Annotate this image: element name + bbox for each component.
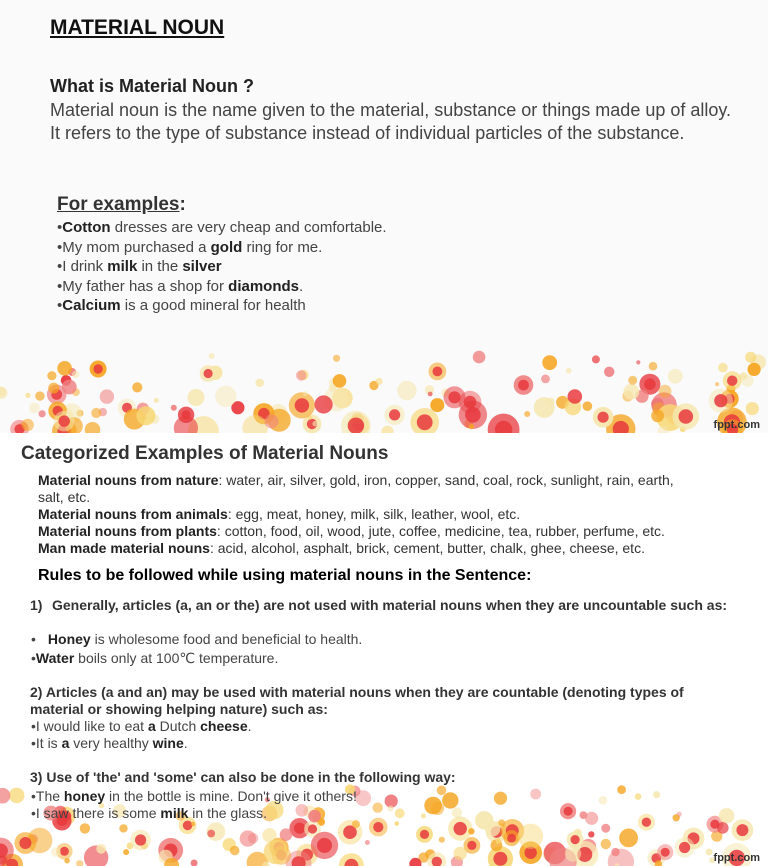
decorative-dot	[530, 789, 541, 800]
example-text: boils only at 100℃ temperature.	[74, 650, 279, 666]
decorative-dot	[592, 355, 600, 363]
decorative-dot	[373, 822, 383, 832]
decorative-dot	[80, 823, 90, 833]
decorative-dot	[154, 398, 159, 403]
category-item	[38, 506, 678, 523]
decorative-dot	[64, 858, 70, 864]
rule-1-heading	[30, 597, 730, 614]
example-bold: cheese	[200, 718, 248, 734]
decorative-dot	[604, 367, 614, 377]
slide-title: MATERIAL NOUN	[50, 16, 225, 39]
categories-heading: Categorized Examples of Material Nouns	[21, 443, 389, 464]
slide-2	[0, 433, 768, 866]
decorative-dot	[204, 369, 213, 378]
decorative-dot	[564, 807, 573, 816]
decorative-dot	[496, 838, 501, 843]
decorative-dot	[454, 822, 467, 835]
decorative-dot	[191, 860, 198, 866]
example-text: .	[299, 277, 304, 295]
decorative-dot	[659, 385, 672, 398]
example-text: •I drink	[57, 258, 108, 275]
decorative-dot	[719, 808, 734, 823]
example-item	[57, 218, 387, 238]
decorative-dot	[494, 792, 507, 805]
decorative-dot	[35, 391, 44, 400]
decorative-dot	[428, 392, 433, 397]
decorative-dot	[541, 375, 550, 384]
decorative-dot	[706, 849, 713, 856]
example-item	[57, 277, 387, 297]
decorative-dot	[9, 788, 25, 804]
decorative-dot	[452, 807, 462, 817]
decorative-dot	[421, 813, 426, 818]
rule-2-example-2	[31, 735, 188, 752]
decorative-dot	[132, 382, 142, 392]
example-bold: honey	[63, 788, 106, 804]
decorative-dot	[601, 824, 610, 833]
decorative-dot	[431, 802, 444, 815]
decorative-dot	[188, 389, 205, 406]
example-bold: Cotton	[62, 219, 111, 236]
decorative-dot	[123, 849, 129, 855]
rule-2-heading: 2) Articles (a and an) may be used with material nouns when they are countable (denoting types of material or showing helping nature) such as:	[30, 684, 684, 717]
category-text: : water, air, silver, gold, iron, copper, sand, coal, rock, sunlight, rain, earth, salt, etc.	[38, 472, 674, 505]
decorative-dot	[47, 371, 56, 380]
example-bold: a	[61, 735, 70, 751]
decorative-dot	[183, 821, 193, 831]
decorative-dot	[312, 421, 318, 427]
category-label: Material nouns from plants	[38, 523, 217, 539]
watermark: fppt.com	[713, 852, 760, 864]
category-label: Man made material nouns	[38, 540, 210, 556]
decorative-dot	[376, 378, 383, 385]
decorative-dot	[714, 394, 727, 407]
decorative-dot	[29, 403, 40, 414]
decorative-dot	[679, 409, 694, 424]
decorative-dot	[651, 409, 664, 422]
decorative-dot	[542, 355, 557, 370]
examples-heading-colon: :	[179, 194, 186, 215]
example-bold: diamonds	[228, 277, 300, 295]
decorative-dot	[191, 822, 195, 826]
decorative-dot	[207, 830, 215, 838]
rule-1-text: Generally, articles (a, an or the) are not used with material nouns when they are uncountable such as:	[52, 597, 728, 613]
example-bold: silver	[182, 258, 222, 275]
examples-heading	[57, 194, 186, 216]
decorative-dot	[91, 408, 101, 418]
category-label: Material nouns from animals	[38, 506, 228, 522]
decorative-dot	[718, 363, 728, 373]
decorative-dot	[448, 391, 460, 403]
rule-1-example-1	[31, 631, 362, 648]
example-text: •I would like to eat	[31, 718, 148, 734]
decorative-dot	[601, 839, 611, 849]
example-text: in the bottle is mine. Don't give it others!	[105, 788, 357, 804]
rule-1-number: 1)	[30, 597, 43, 613]
definition-text: Material noun is the name given to the material, substance or things made up of alloy. It refers to the type of substance instead of individual particles of the substance.	[50, 100, 732, 143]
rule-3-example-1	[31, 788, 357, 805]
decorative-dot	[741, 374, 753, 386]
decorative-dot	[635, 793, 642, 800]
decorative-dot	[433, 367, 443, 377]
example-bold: Calcium	[62, 297, 121, 314]
definition-question: What is Material Noun ?	[50, 76, 255, 96]
category-text: : cotton, food, oil, wood, jute, coffee, medicine, tea, rubber, perfume, etc.	[216, 523, 665, 539]
decorative-dot	[469, 424, 474, 429]
decorative-dot	[748, 363, 761, 376]
rule-1-example-2	[31, 650, 278, 667]
example-text: •	[57, 297, 63, 314]
example-text: is a good mineral for health	[120, 297, 306, 314]
decorative-dot	[580, 811, 588, 819]
bullet: •	[31, 650, 36, 666]
examples-list	[57, 218, 387, 316]
decorative-dot	[653, 791, 660, 798]
examples-heading-text: For examples	[57, 194, 180, 215]
rules-heading: Rules to be followed while using material nouns in the Sentence:	[38, 567, 532, 584]
example-text: •I saw there is some	[31, 805, 161, 821]
decorative-dot	[72, 371, 79, 378]
decorative-dot	[485, 821, 500, 836]
category-item	[38, 472, 678, 506]
decorative-dot	[507, 834, 516, 843]
rule-3-heading: 3) Use of 'the' and 'some' can also be done in the following way:	[30, 769, 456, 785]
decorative-dot	[373, 803, 383, 813]
decorative-dot	[642, 818, 651, 827]
decorative-dot	[215, 386, 236, 407]
decorative-dot	[473, 351, 486, 364]
decorative-dot	[583, 401, 593, 411]
decorative-dot	[280, 828, 293, 841]
example-text: ring for me.	[242, 238, 323, 256]
decorative-dot	[395, 808, 405, 818]
decorative-dot	[355, 790, 371, 806]
category-text: : egg, meat, honey, milk, silk, leather, wool, etc.	[227, 506, 521, 522]
decorative-dot	[430, 398, 444, 412]
decorative-dot	[19, 837, 31, 849]
decorative-dot	[317, 838, 332, 853]
decorative-dot	[93, 364, 102, 373]
category-text: : acid, alcohol, asphalt, brick, cement, butter, chalk, ghee, cheese, etc.	[209, 540, 645, 556]
example-item	[57, 257, 387, 277]
decorative-dot	[661, 848, 670, 857]
decorative-dot	[39, 410, 46, 417]
category-item	[38, 540, 678, 557]
decorative-dot	[397, 381, 416, 400]
decorative-dot	[598, 412, 609, 423]
decorative-dot	[566, 368, 572, 374]
decorative-dot	[135, 834, 146, 845]
decorative-dot	[209, 353, 215, 359]
decorative-dot	[571, 835, 580, 844]
decorative-dot	[649, 362, 658, 371]
decorative-dot	[294, 823, 305, 834]
decorative-dot	[308, 810, 321, 823]
example-bold: gold	[210, 238, 243, 256]
decorative-dot	[745, 352, 756, 363]
decorative-dot	[524, 411, 530, 417]
decorative-dot	[174, 416, 198, 433]
decorative-dot	[624, 384, 640, 400]
decorative-dot	[296, 370, 306, 380]
example-bold: Honey	[47, 631, 91, 647]
example-text: .	[247, 718, 252, 734]
example-item	[57, 238, 387, 258]
category-label: Material nouns from nature	[38, 472, 219, 488]
decorative-dot	[388, 806, 394, 812]
example-text: Dutch	[155, 718, 201, 734]
decorative-dot	[565, 846, 581, 862]
decorative-dot	[546, 398, 554, 406]
decorative-dot	[420, 830, 429, 839]
example-text: •My father has a shop for	[57, 277, 229, 295]
decorative-dot	[315, 395, 333, 413]
decorative-dot	[265, 414, 279, 428]
example-text: •The	[31, 788, 64, 804]
decorative-dot	[230, 846, 240, 856]
rule-3-example-2	[31, 805, 267, 822]
decorative-dot	[51, 847, 61, 857]
decorative-dot	[58, 415, 69, 426]
decorative-dot	[48, 383, 59, 394]
example-bold: wine	[152, 735, 184, 751]
decorative-dot	[644, 378, 656, 390]
decorative-dot	[365, 840, 370, 845]
decorative-dot	[568, 389, 583, 404]
decorative-dot	[628, 376, 637, 385]
example-item	[57, 296, 387, 316]
decorative-dot	[100, 389, 114, 403]
example-bold: milk	[160, 805, 189, 821]
decorative-dot	[467, 841, 476, 850]
decorative-dot	[248, 833, 258, 843]
decorative-dot	[352, 820, 360, 828]
decorative-dot	[679, 842, 690, 853]
decorative-dot	[171, 405, 177, 411]
example-text: very healthy	[69, 735, 153, 751]
example-bold: milk	[107, 258, 138, 275]
decorative-dot	[295, 398, 309, 412]
decorative-dots-border	[0, 340, 768, 433]
decorative-dot	[717, 822, 729, 834]
decorative-dot	[468, 828, 474, 834]
decorative-dot	[389, 409, 400, 420]
decorative-dot	[57, 361, 72, 376]
decorative-dot	[303, 391, 308, 396]
decorative-dot	[465, 407, 481, 423]
decorative-dot	[308, 824, 317, 833]
example-bold: a	[147, 718, 156, 734]
decorative-dot	[22, 419, 34, 431]
decorative-dot	[454, 847, 467, 860]
decorative-dot	[264, 840, 288, 864]
decorative-dot	[0, 788, 10, 804]
decorative-dot	[417, 414, 433, 430]
category-item	[38, 523, 678, 540]
decorative-dot	[746, 402, 759, 415]
example-text: .	[183, 735, 188, 751]
decorative-dot	[442, 792, 458, 808]
decorative-dot	[437, 786, 447, 796]
example-text: in the glass.	[188, 805, 268, 821]
decorative-dot	[60, 847, 69, 856]
example-text: •My mom purchased a	[57, 238, 211, 256]
decorative-dot	[668, 369, 683, 384]
example-text: in the	[137, 258, 183, 275]
decorative-dot	[256, 379, 264, 387]
decorative-dot	[498, 819, 505, 826]
decorative-dot	[493, 852, 507, 866]
decorative-dot	[62, 380, 77, 395]
decorative-dot	[119, 824, 127, 832]
decorative-dot	[85, 422, 101, 433]
example-text: •	[57, 219, 63, 236]
watermark: fppt.com	[713, 419, 760, 431]
example-text: is wholesome food and beneficial to health.	[90, 631, 363, 647]
decorative-dot	[518, 380, 529, 391]
decorative-dot	[727, 376, 737, 386]
decorative-dot	[617, 785, 626, 794]
example-text: dresses are very cheap and comfortable.	[110, 219, 387, 236]
decorative-dot	[736, 824, 748, 836]
decorative-dot	[262, 828, 276, 842]
decorative-dot	[136, 406, 155, 425]
decorative-dot	[636, 360, 640, 364]
bullet: •	[31, 631, 36, 647]
decorative-dot	[715, 382, 719, 386]
categories-list	[38, 472, 678, 557]
decorative-dot	[619, 829, 638, 848]
example-bold: Water	[35, 650, 75, 666]
example-text: •It is	[31, 735, 62, 751]
decorative-dot	[599, 796, 608, 805]
decorative-dot	[677, 812, 682, 817]
decorative-dot	[96, 844, 106, 854]
decorative-dot	[333, 355, 340, 362]
rule-2-example-1	[31, 718, 252, 735]
decorative-dot	[381, 426, 393, 433]
decorative-dot	[439, 837, 445, 843]
decorative-dot	[76, 860, 83, 866]
decorative-dot	[518, 824, 543, 849]
decorative-dot	[25, 393, 30, 398]
decorative-dot	[395, 821, 400, 826]
decorative-dot	[588, 831, 594, 837]
decorative-dot	[296, 804, 309, 817]
